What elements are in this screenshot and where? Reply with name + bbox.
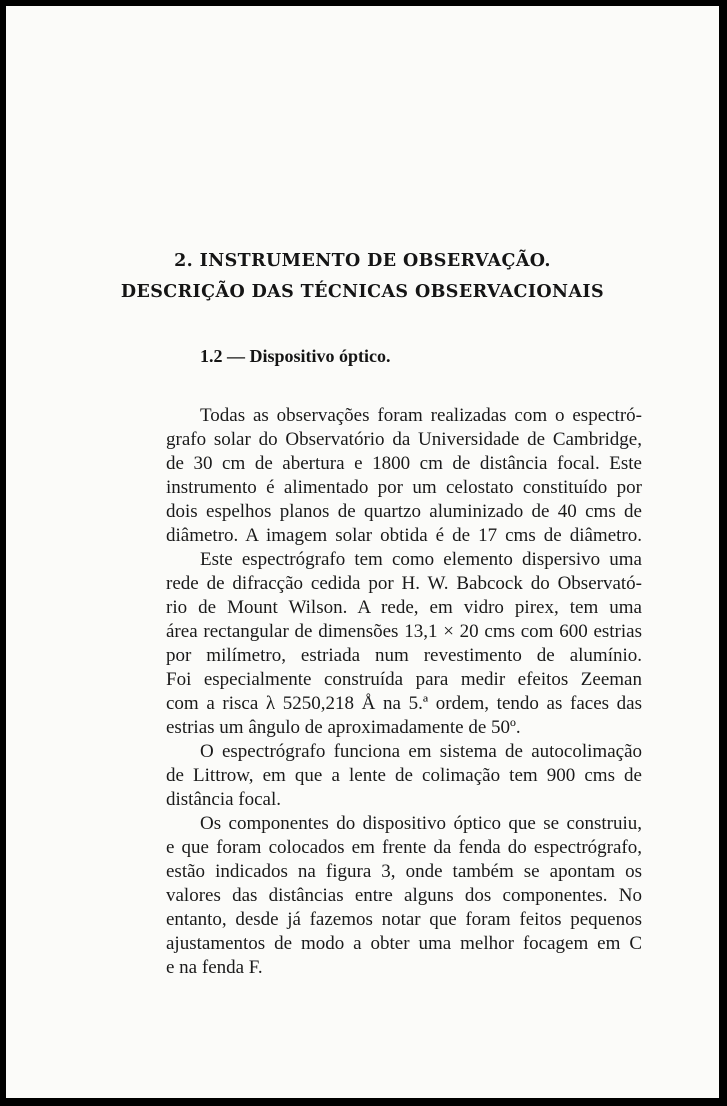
chapter-heading-line-2: DESCRIÇÃO DAS TÉCNICAS OBSERVACIONAIS	[120, 282, 605, 302]
body-line: O espectrógrafo funciona em sistema de autocolimação	[200, 741, 642, 762]
body-line: rio de Mount Wilson. A rede, em vidro pirex, tem uma	[166, 597, 642, 618]
body-line: rede de difracção cedida por H. W. Babcock do Observató-	[166, 573, 642, 594]
body-line: valores das distâncias entre alguns dos componentes. No	[166, 885, 642, 906]
section-title: 1.2 — Dispositivo óptico.	[200, 346, 391, 366]
body-line: por milímetro, estriada num revestimento de alumínio.	[166, 645, 642, 666]
body-line: área rectangular de dimensões 13,1 × 20 cms com 600 estrias	[166, 621, 642, 642]
body-line: diâmetro. A imagem solar obtida é de 17 cms de diâmetro.	[166, 525, 642, 546]
body-line: Todas as observações foram realizadas com o espectró-	[200, 405, 642, 426]
body-line: com a risca λ 5250,218 Å na 5.ª ordem, tendo as faces das	[166, 693, 642, 714]
body-line: e que foram colocados em frente da fenda do espectrógrafo,	[166, 837, 642, 858]
body-line: e na fenda F.	[166, 957, 263, 978]
body-line: de Littrow, em que a lente de colimação tem 900 cms de	[166, 765, 642, 786]
body-line: Foi especialmente construída para medir efeitos Zeeman	[166, 669, 642, 690]
body-line: de 30 cm de abertura e 1800 cm de distância focal. Este	[166, 453, 642, 474]
body-line: Este espectrógrafo tem como elemento dispersivo uma	[200, 549, 642, 570]
body-line: grafo solar do Observatório da Universidade de Cambridge,	[166, 429, 642, 450]
body-line: instrumento é alimentado por um celostato constituído por	[166, 477, 642, 498]
chapter-heading-line-1: 2. INSTRUMENTO DE OBSERVAÇÃO.	[174, 251, 551, 271]
body-line: dois espelhos planos de quartzo aluminizado de 40 cms de	[166, 501, 642, 522]
body-line: estão indicados na figura 3, onde também se apontam os	[166, 861, 642, 882]
body-line: ajustamentos de modo a obter uma melhor focagem em C	[166, 933, 642, 954]
body-line: distância focal.	[166, 789, 282, 810]
body-line: Os componentes do dispositivo óptico que se construiu,	[200, 813, 642, 834]
document-page	[6, 6, 719, 1098]
body-line: entanto, desde já fazemos notar que foram feitos pequenos	[166, 909, 642, 930]
body-line: estrias um ângulo de aproximadamente de 50º.	[166, 717, 521, 738]
